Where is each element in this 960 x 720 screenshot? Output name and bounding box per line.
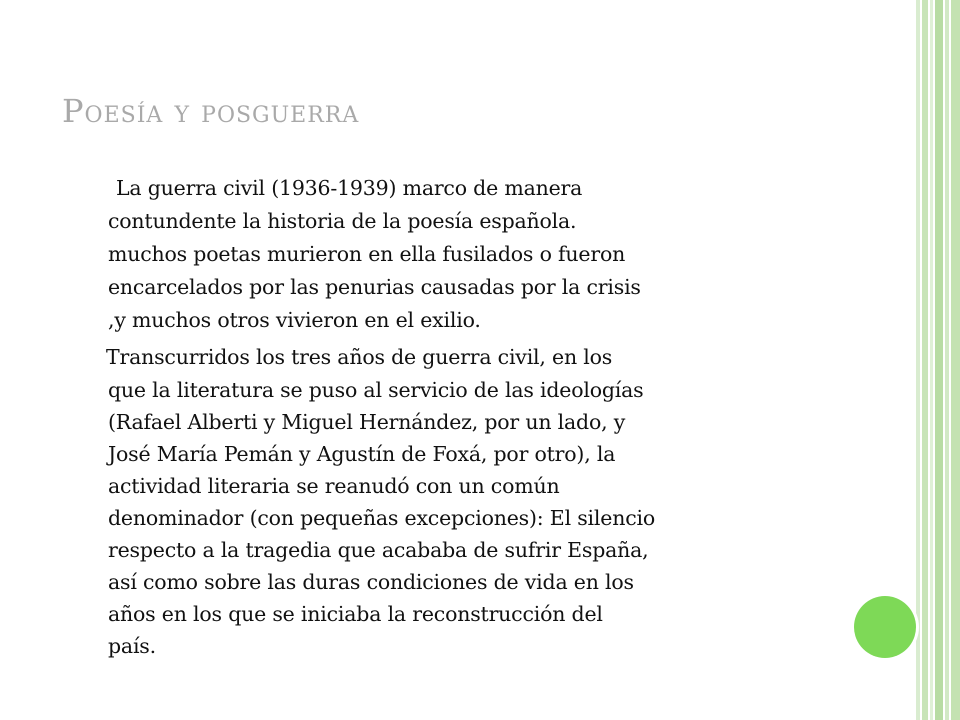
paragraph-2-line: actividad literaria se reanudó con un común [108, 474, 560, 498]
paragraph-2-line: país. [108, 634, 156, 658]
paragraph-1-line: contundente la historia de la poesía española. [108, 209, 577, 233]
paragraph-1-line: La guerra civil (1936-1939) marco de manera [116, 176, 583, 200]
paragraph-2-line: respecto a la tragedia que acababa de sufrir España, [108, 538, 649, 562]
paragraph-2-line: denominador (con pequeñas excepciones): El silencio [108, 506, 655, 530]
paragraph-2-line: José María Pemán y Agustín de Foxá, por otro), la [108, 442, 616, 466]
paragraph-1-line: encarcelados por las penurias causadas por la crisis [108, 275, 641, 299]
paragraph-1-line: muchos poetas murieron en ella fusilados o fueron [108, 242, 626, 266]
paragraph-2-line: que la literatura se puso al servicio de las ideologías [108, 378, 644, 402]
paragraph-2-line: años en los que se iniciaba la reconstrucción del [108, 602, 603, 626]
paragraph-2-line: Transcurridos los tres años de guerra civil, en los [106, 345, 613, 369]
paragraph-1-line: ,y muchos otros vivieron en el exilio. [108, 308, 481, 332]
slide-title: Poesía y posguerra [62, 92, 360, 130]
paragraph-2-line: (Rafael Alberti y Miguel Hernández, por un lado, y [108, 410, 626, 434]
paragraph-2-line: así como sobre las duras condiciones de vida en los [108, 570, 634, 594]
